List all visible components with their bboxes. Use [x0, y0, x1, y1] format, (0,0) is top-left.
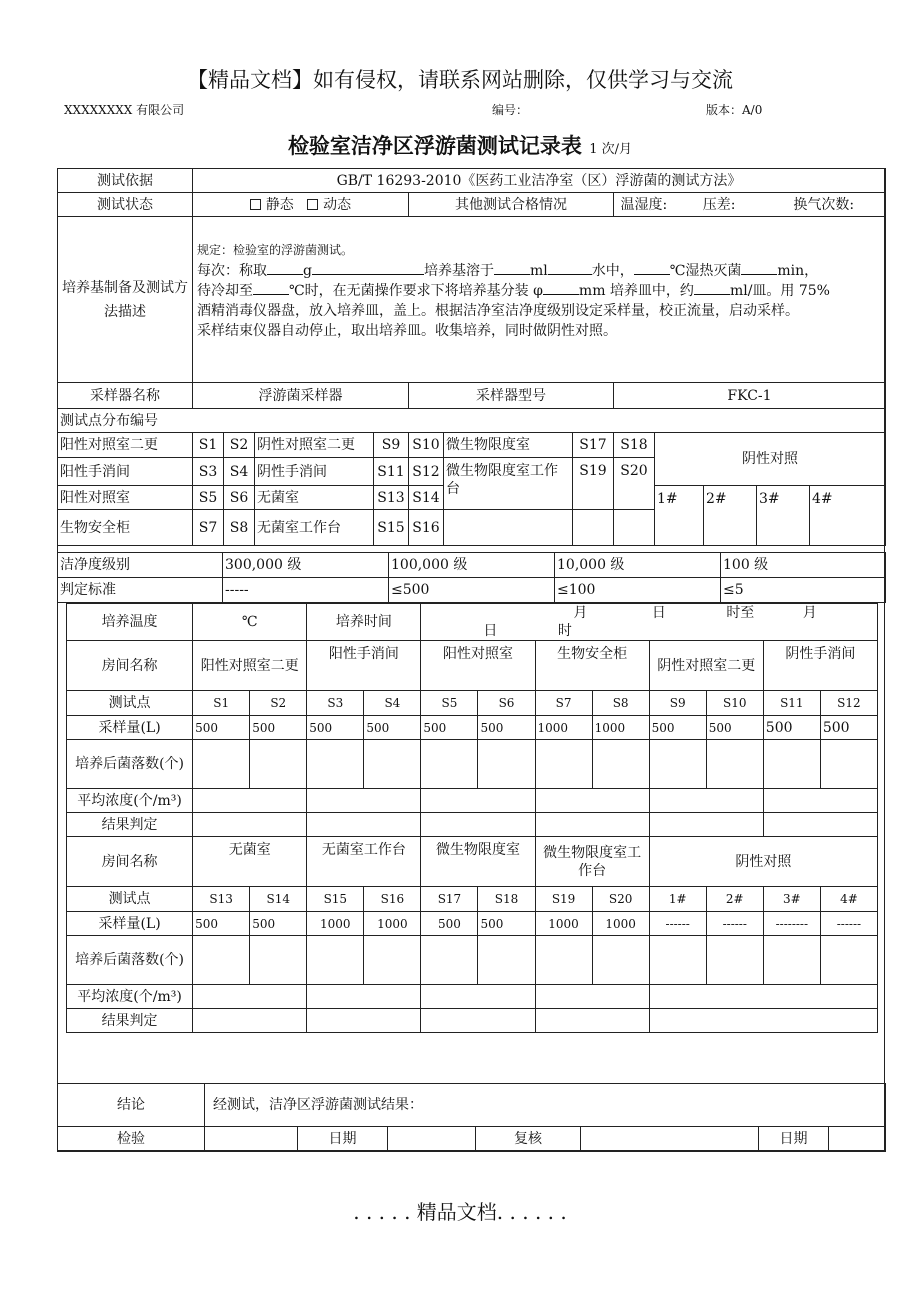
colony-count-cell[interactable] [364, 936, 421, 985]
water-blank[interactable] [548, 261, 592, 275]
test-point: S11 [763, 691, 820, 716]
result-cell[interactable] [763, 813, 877, 837]
result-label: 结果判定 [67, 813, 193, 837]
test-point: S14 [250, 887, 307, 912]
volume-value: 500 [763, 716, 820, 740]
grade-value: 10,000 级 [555, 553, 721, 578]
title-frequency: 1 次/月 [589, 142, 633, 157]
test-point: 2# [706, 887, 763, 912]
sterilize-temp-blank[interactable] [634, 261, 670, 275]
volume-label: 采样量(L) [67, 912, 193, 936]
pressure-label: 压差: [702, 196, 736, 213]
point-room: 微生物限度室 [444, 433, 573, 458]
colony-count-cell[interactable] [478, 936, 535, 985]
day-label: 日 [651, 605, 666, 621]
method-text: ml/皿。用 75% [729, 283, 830, 299]
test-point: S6 [478, 691, 535, 716]
room-label: 房间名称 [67, 641, 193, 691]
volume-value: -------- [763, 912, 820, 936]
watermark-banner: 【精品文档】如有侵权，请联系网站删除，仅供学习与交流 [187, 68, 733, 92]
colony-count-cell[interactable] [421, 936, 478, 985]
method-text: 每次：称取 [197, 263, 267, 279]
result-cell[interactable] [649, 1009, 877, 1033]
inspect-signature[interactable] [205, 1127, 298, 1152]
dynamic-label: 动态 [323, 196, 352, 213]
conclusion-table [57, 1083, 886, 1152]
avg-concentration-cell[interactable] [649, 985, 877, 1009]
colony-count-cell[interactable] [592, 936, 649, 985]
method-text: min， [777, 263, 819, 279]
static-checkbox[interactable] [250, 199, 261, 210]
test-point: S2 [250, 691, 307, 716]
volume-value: 1000 [592, 716, 649, 740]
document-number-label: 编号： [492, 103, 529, 117]
sterilize-time-blank[interactable] [741, 261, 777, 275]
dish-size-blank[interactable] [543, 281, 579, 295]
point-id: S15 [374, 510, 409, 546]
test-point: S4 [364, 691, 421, 716]
result-label: 结果判定 [67, 1009, 193, 1033]
volume-value: 500 [250, 716, 307, 740]
test-point: S5 [421, 691, 478, 716]
test-point: S3 [307, 691, 364, 716]
empty-cell [444, 510, 573, 546]
date-label: 日期 [298, 1127, 388, 1152]
colony-count-cell[interactable] [649, 740, 706, 789]
volume-value: 500 [706, 716, 763, 740]
test-point: S7 [535, 691, 592, 716]
method-text: 培养基溶于 [423, 263, 494, 279]
room-name: 阳性对照室二更 [193, 641, 307, 691]
colony-count-cell[interactable] [820, 740, 877, 789]
point-label: 测试点 [67, 887, 193, 912]
test-point: S15 [307, 887, 364, 912]
point-id: S13 [374, 486, 409, 510]
volume-value: 500 [307, 716, 364, 740]
result-cell[interactable] [307, 813, 421, 837]
point-id: S19 [573, 458, 614, 510]
point-id: S18 [614, 433, 655, 458]
colony-count-cell[interactable] [535, 740, 592, 789]
static-label: 静态 [265, 196, 294, 213]
method-line-1 [197, 261, 883, 281]
company-name: XXXXXXXX 有限公司 [64, 103, 185, 117]
point-room: 阳性手消间 [58, 458, 193, 486]
test-point: S9 [649, 691, 706, 716]
colony-count-cell[interactable] [592, 740, 649, 789]
point-id: S7 [193, 510, 224, 546]
room-name: 阴性对照 [649, 837, 877, 887]
volume-value: 1000 [364, 912, 421, 936]
test-point: 4# [820, 887, 877, 912]
colony-count-cell[interactable] [307, 740, 364, 789]
results-table [66, 603, 878, 1033]
volume-value: 500 [820, 716, 877, 740]
weight-blank[interactable] [267, 261, 303, 275]
point-id: S5 [193, 486, 224, 510]
room-name: 阳性手消间 [307, 641, 421, 691]
volume-value: 500 [421, 912, 478, 936]
sampler-name-label: 采样器名称 [58, 383, 193, 409]
volume-value: 500 [421, 716, 478, 740]
avg-concentration-cell[interactable] [649, 789, 763, 813]
form-header-table [57, 168, 886, 546]
avg-concentration-cell[interactable] [535, 789, 649, 813]
dish-volume-blank[interactable] [694, 281, 730, 295]
colony-count-cell[interactable] [250, 740, 307, 789]
colony-count-cell[interactable] [193, 936, 250, 985]
sampler-model-label: 采样器型号 [409, 383, 614, 409]
colony-count-cell[interactable] [820, 936, 877, 985]
negative-point: 4# [810, 486, 886, 546]
footer-watermark: . . . . . 精品文档. . . . . . [353, 1200, 567, 1224]
colony-count-cell[interactable] [307, 936, 364, 985]
result-cell[interactable] [421, 1009, 535, 1033]
state-label: 测试状态 [58, 193, 193, 217]
state-options [193, 193, 409, 217]
volume-value: 500 [649, 716, 706, 740]
result-cell[interactable] [193, 1009, 307, 1033]
grade-table [57, 552, 886, 603]
point-room: 阳性对照室二更 [58, 433, 193, 458]
method-text: ℃时，在无菌操作要求下将培养基分装 φ [289, 283, 543, 299]
empty-cell [614, 510, 655, 546]
method-line-4: 采样结束仪器自动停止，取出培养皿。收集培养，同时做阴性对照。 [197, 323, 617, 339]
point-room: 无菌室工作台 [255, 510, 374, 546]
test-point: 3# [763, 887, 820, 912]
air-change-label: 换气次数: [793, 196, 855, 213]
conclusion-label: 结论 [58, 1084, 205, 1127]
day-label: 日 [483, 623, 498, 639]
review-signature[interactable] [581, 1127, 759, 1152]
standard-value: ≤500 [389, 578, 555, 603]
result-cell[interactable] [535, 1009, 649, 1033]
volume-label: 采样量(L) [67, 716, 193, 740]
point-id: S17 [573, 433, 614, 458]
method-description [193, 217, 886, 383]
point-room: 无菌室 [255, 486, 374, 510]
hour-label: 时 [557, 623, 572, 639]
test-point: S12 [820, 691, 877, 716]
point-id: S1 [193, 433, 224, 458]
negative-control-label: 阴性对照 [655, 433, 886, 486]
point-id: S8 [224, 510, 255, 546]
result-cell[interactable] [307, 1009, 421, 1033]
standard-value: ----- [223, 578, 389, 603]
result-cell[interactable] [535, 813, 649, 837]
culture-time-label: 培养时间 [307, 604, 421, 641]
room-name: 阳性对照室 [421, 641, 535, 691]
grade-label: 洁净度级别 [58, 553, 223, 578]
avg-concentration-cell[interactable] [421, 985, 535, 1009]
point-id: S20 [614, 458, 655, 510]
culture-time-fields [421, 604, 878, 641]
volume-value: 1000 [535, 716, 592, 740]
colony-count-cell[interactable] [421, 740, 478, 789]
colony-count-cell[interactable] [706, 936, 763, 985]
volume-value: 500 [478, 716, 535, 740]
method-label: 培养基制备及测试方法描述 [58, 217, 193, 383]
month-label: 月 [802, 605, 817, 621]
colony-count-cell[interactable] [250, 936, 307, 985]
basis-value: GB/T 16293-2010《医药工业洁净室（区）浮游菌的测试方法》 [193, 169, 886, 193]
version-label: 版本：A/0 [706, 103, 763, 117]
test-point: 1# [649, 887, 706, 912]
method-text: ml [529, 263, 548, 279]
room-name: 阴性手消间 [763, 641, 877, 691]
inspect-label: 检验 [58, 1127, 205, 1152]
title-text: 检验室洁净区浮游菌测试记录表 [287, 133, 582, 158]
month-label: 月 [573, 605, 588, 621]
method-line-2 [197, 281, 883, 301]
test-point: S1 [193, 691, 250, 716]
grade-value: 100 级 [721, 553, 886, 578]
point-id: S3 [193, 458, 224, 486]
test-point: S13 [193, 887, 250, 912]
volume-value: 500 [478, 912, 535, 936]
avg-concentration-label: 平均浓度(个/m³) [67, 789, 193, 813]
date-label: 日期 [759, 1127, 829, 1152]
volume-value: 1000 [535, 912, 592, 936]
colony-count-label: 培养后菌落数(个) [67, 740, 193, 789]
other-pass-label: 其他测试合格情况 [409, 193, 614, 217]
point-id: S6 [224, 486, 255, 510]
sampler-model: FKC-1 [614, 383, 886, 409]
method-line-3: 酒精消毒仪器盘，放入培养皿，盖上。根据洁净室洁净度级别设定采样量，校正流量，启动采样。 [197, 303, 799, 319]
point-room: 阴性对照室二更 [255, 433, 374, 458]
point-id: S12 [409, 458, 444, 486]
culture-temp-unit: ℃ [193, 604, 307, 641]
standard-label: 判定标准 [58, 578, 223, 603]
inspect-date[interactable] [388, 1127, 476, 1152]
negative-point: 2# [704, 486, 757, 546]
colony-count-cell[interactable] [364, 740, 421, 789]
room-name: 无菌室工作台 [307, 837, 421, 887]
basis-label: 测试依据 [58, 169, 193, 193]
temp-humidity-label: 温湿度: [620, 196, 668, 213]
standard-value: ≤5 [721, 578, 886, 603]
test-point: S19 [535, 887, 592, 912]
avg-concentration-cell[interactable] [421, 789, 535, 813]
review-label: 复核 [476, 1127, 581, 1152]
colony-count-cell[interactable] [535, 936, 592, 985]
avg-concentration-cell[interactable] [307, 789, 421, 813]
method-text: ℃湿热灭菌 [669, 263, 742, 279]
point-id: S9 [374, 433, 409, 458]
sampler-name: 浮游菌采样器 [193, 383, 409, 409]
colony-count-cell[interactable] [763, 740, 820, 789]
points-label: 测试点分布编号 [58, 409, 886, 433]
dynamic-checkbox[interactable] [307, 199, 318, 210]
point-room: 阳性对照室 [58, 486, 193, 510]
volume-blank[interactable] [494, 261, 530, 275]
standard-value: ≤100 [555, 578, 721, 603]
room-name: 生物安全柜 [535, 641, 649, 691]
negative-point: 1# [655, 486, 704, 546]
volume-value: 1000 [307, 912, 364, 936]
room-name: 微生物限度室 [421, 837, 535, 887]
volume-value: 500 [193, 716, 250, 740]
result-cell[interactable] [649, 813, 763, 837]
avg-concentration-label: 平均浓度(个/m³) [67, 985, 193, 1009]
volume-value: ------ [649, 912, 706, 936]
avg-concentration-cell[interactable] [307, 985, 421, 1009]
negative-point: 3# [757, 486, 810, 546]
grade-value: 100,000 级 [389, 553, 555, 578]
point-id: S2 [224, 433, 255, 458]
test-point: S16 [364, 887, 421, 912]
colony-count-cell[interactable] [763, 936, 820, 985]
point-label: 测试点 [67, 691, 193, 716]
result-cell[interactable] [421, 813, 535, 837]
volume-value: ------ [706, 912, 763, 936]
method-text: mm 培养皿中，约 [578, 283, 694, 299]
volume-value: ------ [820, 912, 877, 936]
volume-value: 500 [364, 716, 421, 740]
test-point: S10 [706, 691, 763, 716]
point-id: S4 [224, 458, 255, 486]
avg-concentration-cell[interactable] [193, 789, 307, 813]
test-point: S17 [421, 887, 478, 912]
point-id: S10 [409, 433, 444, 458]
cool-temp-blank[interactable] [253, 281, 289, 295]
point-room: 阴性手消间 [255, 458, 374, 486]
result-cell[interactable] [193, 813, 307, 837]
method-rule: 规定：检验室的浮游菌测试。 [197, 243, 354, 257]
colony-count-cell[interactable] [706, 740, 763, 789]
colony-count-cell[interactable] [193, 740, 250, 789]
method-text: 水中， [591, 263, 634, 279]
culture-temp-label: 培养温度 [67, 604, 193, 641]
colony-count-cell[interactable] [478, 740, 535, 789]
point-room: 生物安全柜 [58, 510, 193, 546]
room-name: 阴性对照室二更 [649, 641, 763, 691]
method-text: g [303, 263, 312, 279]
volume-value: 500 [193, 912, 250, 936]
environment-fields [614, 193, 886, 217]
medium-blank[interactable] [312, 261, 424, 275]
point-id: S11 [374, 458, 409, 486]
empty-cell [573, 510, 614, 546]
point-id: S14 [409, 486, 444, 510]
room-name: 微生物限度室工作台 [535, 837, 649, 887]
avg-concentration-cell[interactable] [535, 985, 649, 1009]
colony-count-label: 培养后菌落数(个) [67, 936, 193, 985]
page-title [0, 130, 920, 160]
room-label: 房间名称 [67, 837, 193, 887]
point-room: 微生物限度室工作台 [444, 458, 573, 510]
hour-to-label: 时至 [726, 605, 755, 621]
avg-concentration-cell[interactable] [193, 985, 307, 1009]
room-name: 无菌室 [193, 837, 307, 887]
review-date[interactable] [829, 1127, 886, 1152]
avg-concentration-cell[interactable] [763, 789, 877, 813]
colony-count-cell[interactable] [649, 936, 706, 985]
method-text: 待冷却至 [197, 283, 253, 299]
test-point: S20 [592, 887, 649, 912]
test-point: S8 [592, 691, 649, 716]
volume-value: 1000 [592, 912, 649, 936]
point-id: S16 [409, 510, 444, 546]
volume-value: 500 [250, 912, 307, 936]
conclusion-text: 经测试，洁净区浮游菌测试结果： [205, 1084, 886, 1127]
test-point: S18 [478, 887, 535, 912]
grade-value: 300,000 级 [223, 553, 389, 578]
